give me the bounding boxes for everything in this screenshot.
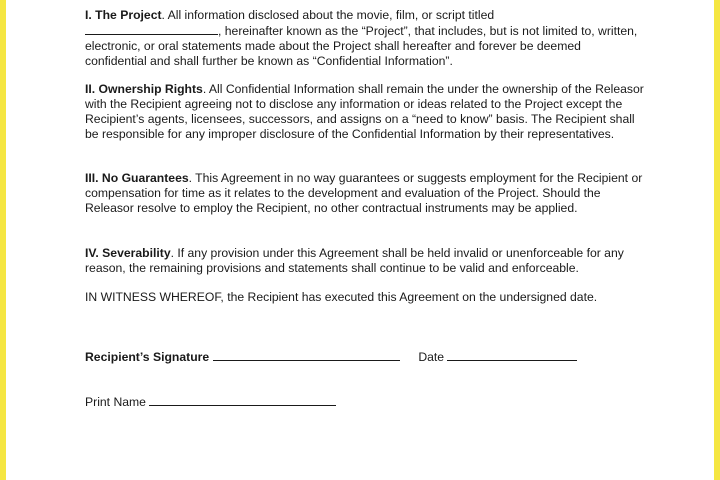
- date-label: Date: [418, 350, 445, 364]
- section-text: . All Confidential Information shall remain the under the ownership of the Releasor with the Recipient agreeing not to disclose any information or ideas related to the Project except the Recipient’s agents, licensees, successors, and assigns on a “need to know” basis. The Recipient shall be responsible for any improper disclosure of the Confidential Information by their representatives.: [85, 82, 644, 141]
- recipient-signature-blank[interactable]: [213, 349, 400, 361]
- section-ownership-rights: [85, 82, 645, 142]
- project-title-blank: [85, 23, 218, 35]
- section-text: . All information disclosed about the movie, film, or script titled: [161, 8, 495, 22]
- date-blank[interactable]: [447, 349, 577, 361]
- section-severability: [85, 246, 645, 276]
- section-heading: III. No Guarantees: [85, 171, 189, 185]
- witness-statement: IN WITNESS WHEREOF, the Recipient has executed this Agreement on the undersigned date.: [85, 290, 598, 304]
- print-name-blank[interactable]: [149, 394, 336, 406]
- print-name-row: [85, 394, 336, 410]
- section-text: . If any provision under this Agreement shall be held invalid or unenforceable for any reason, the remaining provisions and statements shall continue to be valid and enforceable.: [85, 246, 624, 275]
- section-no-guarantees: [85, 171, 645, 216]
- section-project: [85, 8, 645, 69]
- document-page: [6, 0, 714, 480]
- section-text: , hereinafter known as the “Project”, that includes, but is not limited to, written, electronic, or oral statements made about the Project shall hereafter and forever be deemed confidential and shall further be known as “Confidential Information”.: [85, 24, 638, 68]
- section-heading: IV. Severability: [85, 246, 171, 260]
- section-text: . This Agreement in no way guarantees or suggests employment for the Recipient or compensation for time as it relates to the development and evaluation of the Project. Should the Releasor resolve to employ the Recipient, no other contractual instruments may be applied.: [85, 171, 643, 215]
- recipient-signature-label: Recipient’s Signature: [85, 350, 210, 364]
- section-heading: I. The Project: [85, 8, 162, 22]
- recipient-signature-row: [85, 349, 577, 365]
- print-name-label: Print Name: [85, 395, 146, 409]
- section-heading: II. Ownership Rights: [85, 82, 203, 96]
